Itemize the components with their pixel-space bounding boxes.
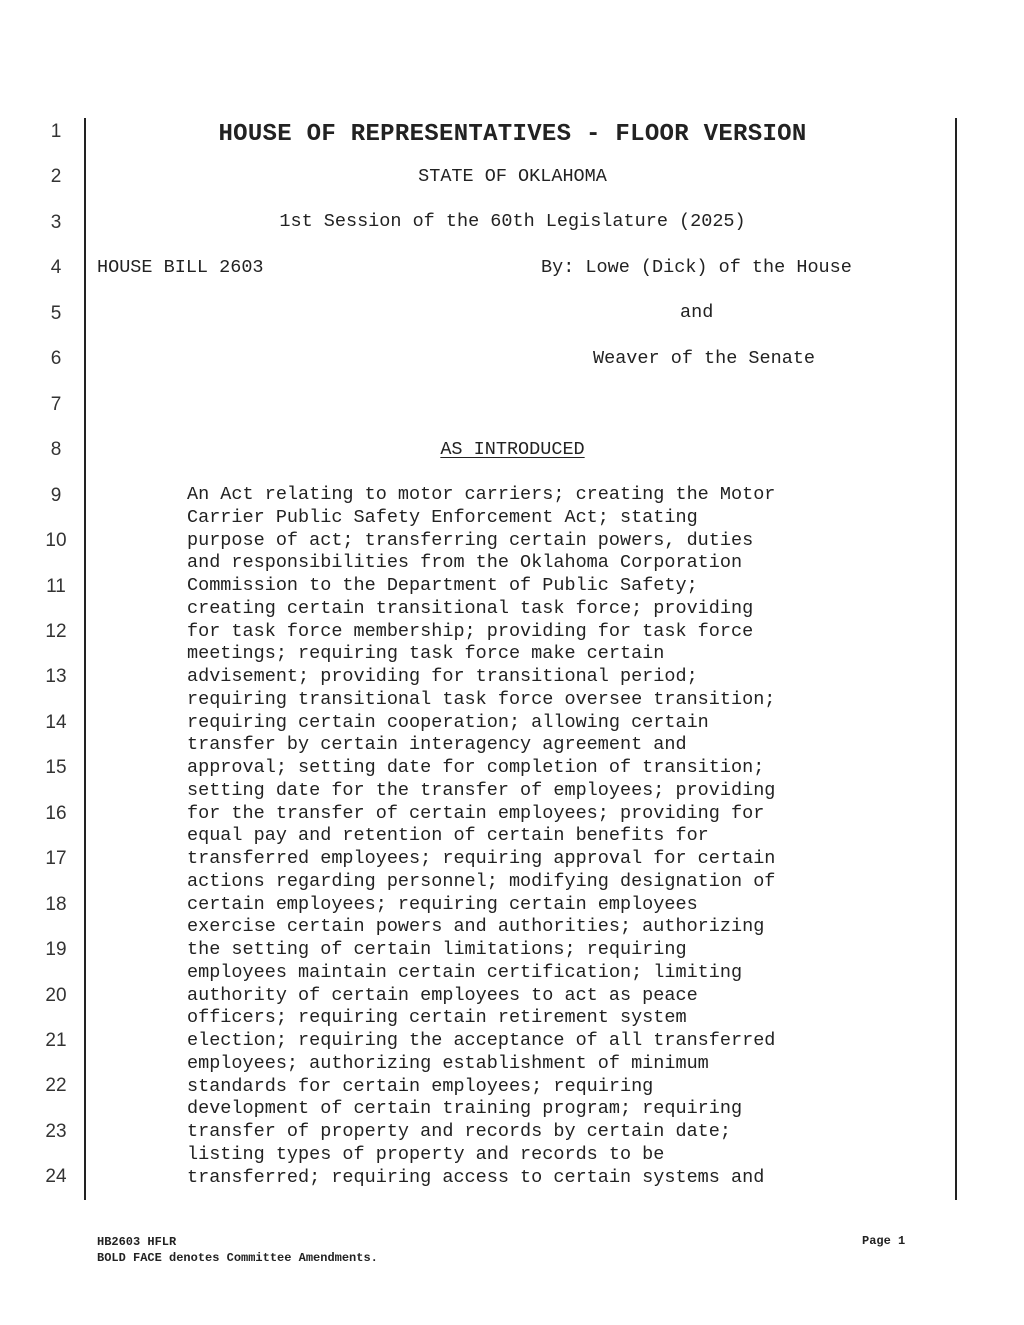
summary-line: employees maintain certain certification; limiting	[187, 961, 743, 983]
session-line: 1st Session of the 60th Legislature (2025)	[279, 211, 746, 232]
author-conjunction: and	[680, 302, 714, 323]
line-number: 23	[45, 1120, 67, 1142]
summary-line: certain employees; requiring certain employees	[187, 893, 698, 915]
summary-line: for the transfer of certain employees; providing for	[187, 802, 765, 824]
footer-doc-id: HB2603 HFLR	[97, 1235, 177, 1249]
summary-line: equal pay and retention of certain benefits for	[187, 825, 709, 847]
as-introduced-label: AS INTRODUCED	[440, 439, 585, 460]
left-margin-rule	[84, 118, 86, 1200]
summary-line: advisement; providing for transitional period;	[187, 666, 698, 687]
document-title: HOUSE OF REPRESENTATIVES - FLOOR VERSION	[218, 121, 807, 148]
summary-line: exercise certain powers and authorities; authorizing	[187, 916, 765, 938]
summary-line: requiring transitional task force oversee transition;	[187, 688, 776, 710]
summary-line: and responsibilities from the Oklahoma Corporation	[187, 552, 743, 574]
line-number: 13	[45, 666, 67, 688]
summary-line: transferred employees; requiring approval for certain	[187, 848, 776, 869]
summary-line: Carrier Public Safety Enforcement Act; stating	[187, 506, 698, 528]
summary-line: purpose of act; transferring certain powers, duties	[187, 529, 754, 551]
summary-line: employees; authorizing establishment of minimum	[187, 1052, 709, 1074]
summary-line: development of certain training program; requiring	[187, 1098, 743, 1120]
line-number: 8	[50, 439, 62, 461]
summary-line: election; requiring the acceptance of all transferred	[187, 1030, 776, 1051]
bill-summary	[187, 484, 775, 1189]
line-number: 21	[45, 1030, 67, 1051]
state-name: STATE OF OKLAHOMA	[418, 166, 607, 187]
line-number: 10	[45, 530, 67, 552]
line-number: 14	[45, 711, 67, 733]
line-number: 3	[50, 211, 62, 233]
right-margin-rule	[955, 118, 957, 1200]
bill-coauthor: Weaver of the Senate	[593, 348, 816, 369]
footer-left	[97, 1234, 378, 1266]
summary-line: authority of certain employees to act as peace	[187, 984, 698, 1006]
line-number: 24	[45, 1166, 67, 1188]
summary-line: Commission to the Department of Public Safety;	[187, 575, 698, 596]
bill-number: HOUSE BILL 2603	[97, 257, 264, 278]
line-number: 6	[50, 348, 62, 370]
line-number: 9	[50, 484, 62, 506]
footer-note: BOLD FACE denotes Committee Amendments.	[97, 1251, 378, 1265]
summary-line: transfer by certain interagency agreement and	[187, 734, 687, 756]
line-number: 11	[46, 575, 66, 597]
line-number: 12	[45, 620, 67, 642]
footer-page-number: Page 1	[862, 1234, 906, 1248]
line-number: 22	[45, 1075, 67, 1097]
line-number: 18	[45, 893, 67, 915]
line-number: 17	[45, 848, 67, 870]
line-number: 7	[50, 393, 62, 415]
summary-line: the setting of certain limitations; requiring	[187, 939, 687, 960]
line-number: 19	[45, 939, 67, 961]
line-number: 1	[50, 121, 62, 142]
bill-author: By: Lowe (Dick) of the House	[541, 257, 852, 278]
line-number: 4	[50, 257, 62, 279]
summary-line: listing types of property and records to be	[187, 1143, 665, 1165]
line-number: 20	[45, 984, 67, 1006]
bill-status	[95, 439, 930, 460]
summary-line: approval; setting date for completion of transition;	[187, 757, 765, 778]
summary-line: meetings; requiring task force make certain	[187, 643, 665, 665]
summary-line: officers; requiring certain retirement system	[187, 1007, 687, 1029]
summary-line: for task force membership; providing for task force	[187, 620, 754, 642]
line-number: 2	[50, 166, 62, 188]
summary-line: requiring certain cooperation; allowing certain	[187, 711, 709, 733]
line-number: 15	[45, 757, 67, 779]
summary-line: creating certain transitional task force; providing	[187, 597, 754, 619]
line-number: 16	[45, 802, 67, 824]
summary-line: transfer of property and records by certain date;	[187, 1121, 731, 1142]
summary-line: standards for certain employees; requiring	[187, 1075, 654, 1097]
summary-line: transferred; requiring access to certain systems and	[187, 1166, 765, 1188]
summary-line: actions regarding personnel; modifying designation of	[187, 870, 776, 892]
summary-line: setting date for the transfer of employees; providing	[187, 779, 776, 801]
summary-line: An Act relating to motor carriers; creating the Motor	[187, 484, 776, 505]
line-number: 5	[50, 302, 62, 324]
